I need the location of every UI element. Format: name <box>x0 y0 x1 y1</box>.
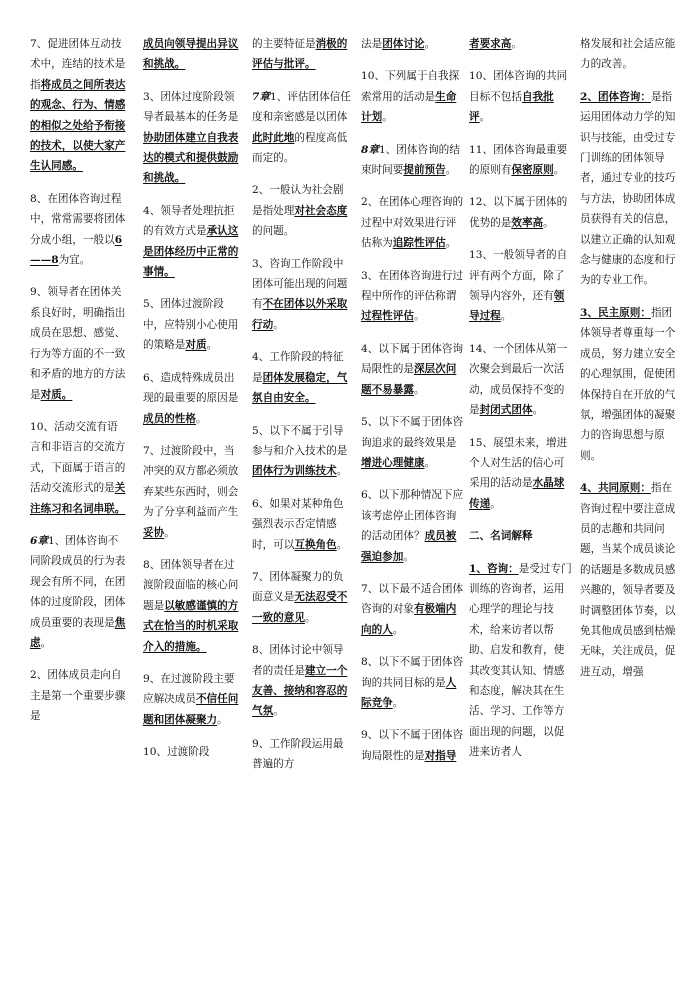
answer-text: 水晶球传递 <box>469 477 565 510</box>
question-paragraph <box>580 303 680 466</box>
question-paragraph <box>361 485 465 567</box>
question-text: 7、以下最不适合团体咨询的对象 <box>361 582 464 616</box>
question-paragraph <box>30 34 126 177</box>
question-text: 4、领导者处理抗拒的有效方式是 <box>143 204 235 238</box>
question-text-tail: 。 <box>532 404 544 417</box>
question-text-tail: 。 <box>273 318 284 331</box>
question-text: 10、活动交流有语言和非语言的交流方式，下面属于语言的活动交流形式的是 <box>30 420 126 495</box>
question-paragraph <box>469 339 573 421</box>
question-text-tail: 。 <box>424 38 436 50</box>
question-paragraph <box>143 87 241 189</box>
question-text: 11、团体咨询最重要的原则有 <box>469 143 568 177</box>
question-paragraph <box>30 665 126 726</box>
answer-text: 妥协 <box>143 526 165 539</box>
question-text-tail: 。 <box>304 611 316 624</box>
question-text: 5、以下不属于引导参与和介入技术的是 <box>252 424 348 457</box>
answer-text: 焦虑 <box>30 616 126 649</box>
answer-text: 保密原则 <box>511 164 554 177</box>
question-text-tail: 。 <box>382 111 393 124</box>
question-text: 是受过专门训练的咨询者，运用心理学的理论与技术，给来访者以帮助、启发和教育，使其改变其认知、情感和态度，解决其在生活、学习、工作等方面出现的问题，以促进来访者人 <box>469 562 572 759</box>
question-paragraph <box>361 192 465 253</box>
answer-text: 有极端内向的人 <box>361 603 457 636</box>
question-text-tail: 。 <box>273 705 284 718</box>
question-text: 13、一般领导者的自评有两个方面，除了领导内容外，还有 <box>469 249 568 303</box>
answer-text: 无法忍受不一致的意见 <box>252 591 348 624</box>
question-text-tail: 。 <box>392 696 404 709</box>
question-text: 2、在团体心理咨询的过程中对效果进行评估称为 <box>361 196 464 250</box>
question-text-tail: 。 <box>413 383 425 396</box>
question-text: 10、团体咨询的共同目标不包括 <box>469 70 568 103</box>
question-text-tail: 。 <box>40 636 52 649</box>
question-text-tail: 。 <box>336 538 348 551</box>
question-paragraph <box>469 559 573 763</box>
question-text-tail: 。 <box>445 164 457 177</box>
question-paragraph <box>361 140 465 181</box>
question-paragraph <box>143 441 241 543</box>
answer-text: 对质。 <box>40 388 73 401</box>
question-text: 3、在团体咨询进行过程中所作的评估称谓 <box>361 269 464 303</box>
question-paragraph <box>361 412 465 473</box>
question-paragraph <box>143 201 241 283</box>
question-text: 9、工作阶段运用最普遍的方 <box>252 737 344 771</box>
answer-text: 团体讨论 <box>382 38 425 50</box>
question-text: 5、以下不属于团体咨询追求的最终效果是 <box>361 416 464 449</box>
question-text: 法是 <box>361 38 383 50</box>
question-paragraph <box>143 555 241 657</box>
question-text-tail: 。 <box>500 310 512 323</box>
question-paragraph <box>252 494 352 555</box>
answer-text: 成员被强迫参加 <box>361 530 457 563</box>
answer-text: 生命计划 <box>361 90 457 124</box>
question-paragraph <box>469 245 573 327</box>
question-text-tail: 。 <box>511 38 522 50</box>
question-paragraph <box>469 192 573 233</box>
answer-text: 对社会态度 <box>294 204 348 217</box>
question-paragraph <box>252 734 352 775</box>
question-text: 10、过渡阶段 <box>143 746 210 759</box>
question-text-tail: 的程度高低而定的。 <box>252 131 348 165</box>
question-text: 1、团体咨询不同阶段成员的行为表现会有所不同，在团体的过度阶段，团体成员重要的表现是 <box>30 534 126 629</box>
question-text: 是指运用团体动力学的知识与技能，由受过专门训练的团体领导者，通过专业的技巧与方法，协助团体成员获得有关的信息，以建立正确的认知观念与健康的态度和行为的专业工作。 <box>580 90 676 287</box>
question-paragraph <box>361 339 465 400</box>
question-text-tail: 。 <box>413 310 425 323</box>
question-paragraph <box>469 526 573 546</box>
column-3 <box>252 34 352 984</box>
question-text: 10、下列属于自我探索常用的活动是 <box>361 70 460 103</box>
answer-text: 自我批评 <box>469 90 554 124</box>
question-paragraph <box>580 34 680 75</box>
question-text-tail: 。 <box>164 526 175 539</box>
answer-text: 建立一个友善、接纳和容忍的气氛 <box>252 664 348 718</box>
question-text: 1、评估团体信任度和亲密感是以团体 <box>252 90 351 124</box>
answer-text: 过程性评估 <box>361 310 414 323</box>
question-text-tail: 。 <box>392 623 404 636</box>
question-text-tail: 。 <box>543 216 554 229</box>
answer-text: 此时此地 <box>252 131 295 144</box>
answer-text: 对质 <box>185 339 207 352</box>
column-6 <box>580 34 680 984</box>
question-text-tail: 。 <box>336 465 348 478</box>
question-text: 7、过渡阶段中，当冲突的双方都必须放弃某些东西时，则会为了分享利益而产生 <box>143 444 239 519</box>
section-heading: 二、名词解释 <box>469 530 533 543</box>
question-paragraph <box>361 652 465 713</box>
question-paragraph <box>30 189 126 271</box>
question-text: 7、促进团体互动技术中，连结的技术是指 <box>30 38 126 91</box>
question-text: 9、以下不属于团体咨询局限性的是 <box>361 729 464 762</box>
question-paragraph <box>252 180 352 241</box>
term-label: 3、民主原则： <box>580 306 651 319</box>
answer-text: 团体发展稳定，气氛自由安全。 <box>252 371 348 405</box>
chapter-marker: 8章 <box>361 143 379 156</box>
question-paragraph <box>30 531 126 653</box>
answer-text: 协助团体建立自我表达的模式和提供鼓励和挑战。 <box>143 131 239 185</box>
question-paragraph <box>361 579 465 640</box>
question-text-tail: 。 <box>403 550 414 563</box>
answer-text: 者要求高 <box>469 38 512 50</box>
answer-text: 效率高 <box>511 216 544 229</box>
answer-text: 人际竞争 <box>361 676 457 709</box>
question-text: 3、团体过度阶段领导者最基本的任务是 <box>143 90 239 124</box>
answer-text: 关注练习和名词串联。 <box>30 482 126 515</box>
question-text: 2、团体成员走向自主是第一个重要步骤是 <box>30 669 126 723</box>
column-4 <box>361 34 465 984</box>
term-label: 1、咨询： <box>469 562 519 575</box>
question-text-tail: 。 <box>490 497 501 510</box>
question-text: 12、以下属于团体的优势的是 <box>469 196 568 229</box>
term-label: 2、团体咨询： <box>580 90 651 103</box>
question-paragraph <box>143 368 241 429</box>
question-paragraph <box>252 421 352 482</box>
answer-text: 提前预告 <box>403 164 446 177</box>
answer-text: 对指导 <box>424 749 457 762</box>
question-text: 8、以下不属于团体咨询的共同目标的是 <box>361 656 464 689</box>
column-2 <box>143 34 241 984</box>
answer-text: 成员的性格 <box>143 412 196 425</box>
question-text: 4、工作阶段的特征是 <box>252 351 344 384</box>
question-text: 7、团体凝聚力的负面意义是 <box>252 570 344 604</box>
question-paragraph <box>143 669 241 730</box>
question-text-tail: 为宜。 <box>58 254 91 267</box>
question-text-tail: 的问题。 <box>252 225 295 238</box>
answer-text: 消极的评估与批评。 <box>252 38 348 71</box>
question-paragraph <box>469 66 573 127</box>
question-paragraph <box>252 87 352 169</box>
question-paragraph <box>30 417 126 519</box>
question-text-tail: 。 <box>445 237 457 250</box>
question-paragraph <box>252 254 352 336</box>
question-text: 15、展望未来，增进个人对生活的信心可采用的活动是 <box>469 436 568 490</box>
question-text: 6、以下那种情况下应该考虑停止团体咨询的活动团体？ <box>361 489 464 543</box>
question-paragraph <box>143 34 241 75</box>
question-text: 指在咨询过程中要注意成员的志趣和共同问题，当某个成员谈论的话题是多数成员感兴趣的，领导者要及时调整团体节奏，以免其他成员感到枯燥无味，关注成员，促进互动，增强 <box>580 482 676 678</box>
answer-text: 不在团体以外采取行动 <box>252 298 348 331</box>
answer-text: 以敏感谨慎的方式在恰当的时机采取介入的措施。 <box>143 599 239 653</box>
question-text-tail: 。 <box>553 164 565 177</box>
question-text-tail: 。 <box>206 339 218 352</box>
column-1 <box>30 34 126 984</box>
column-5 <box>469 34 573 984</box>
question-paragraph <box>361 725 465 766</box>
question-paragraph <box>580 87 680 291</box>
question-paragraph <box>30 282 126 404</box>
question-paragraph <box>143 742 241 762</box>
question-text-tail: 。 <box>217 713 228 726</box>
question-text-tail: 。 <box>424 456 436 469</box>
answer-text: 深层次问题不易暴露 <box>361 363 457 396</box>
question-paragraph <box>361 66 465 127</box>
term-label: 4、共同原则： <box>580 482 651 495</box>
question-text: 指团体领导者尊重每一个成员，努力建立安全的心理氛围，促使团体保持自在开放的气氛，增强团体的凝聚力的咨询思想与原则。 <box>580 306 676 462</box>
question-text-tail: 。 <box>195 412 207 425</box>
question-text: 的主要特征是 <box>252 38 316 50</box>
question-text: 2、一般认为社会剧是指处理 <box>252 184 344 217</box>
question-text: 8、团体领导者在过渡阶段面临的核心问题是 <box>143 558 239 612</box>
question-text: 6、如果对某种角色强烈表示否定情感时，可以 <box>252 497 344 551</box>
question-text: 9、在过渡阶段主要应解决成员 <box>143 672 235 706</box>
question-text: 8、团体讨论中领导者的责任是 <box>252 644 344 677</box>
question-paragraph <box>469 34 573 54</box>
question-paragraph <box>252 347 352 408</box>
question-paragraph <box>252 34 352 75</box>
answer-text: 团体行为训练技术 <box>252 465 337 478</box>
question-paragraph <box>252 640 352 722</box>
question-paragraph <box>143 294 241 355</box>
question-text: 5、团体过渡阶段中，应特别小心使用的策略是 <box>143 298 239 352</box>
answer-text: 6——8 <box>30 233 123 267</box>
answer-text: 领导过程 <box>469 290 565 323</box>
question-text: 4、以下属于团体咨询局限性的是 <box>361 342 464 376</box>
question-paragraph <box>361 34 465 54</box>
chapter-marker: 7章 <box>252 90 270 103</box>
question-paragraph <box>580 478 680 682</box>
answer-text: 追踪性评估 <box>392 237 446 250</box>
answer-text: 不信任问题和团体凝聚力 <box>143 693 239 726</box>
question-paragraph <box>361 266 465 327</box>
question-text: 9、领导者在团体关系良好时，明确指出成员在思想、感觉、行为等方面的不一致和矛盾的地方的方法是 <box>30 286 126 401</box>
question-text: 3、咨询工作阶段中团体可能出现的问题有 <box>252 257 348 311</box>
answer-text: 成员向领导提出异议和挑战。 <box>143 38 239 71</box>
question-paragraph <box>252 567 352 628</box>
question-text: 8、在团体咨询过程中，常常需要将团体分成小组，一般以 <box>30 192 126 246</box>
question-text: 6、造成特殊成员出现的最重要的原因是 <box>143 371 239 405</box>
question-paragraph <box>469 140 573 181</box>
answer-text: 承认这是团体经历中正常的事情。 <box>143 225 239 279</box>
question-text-tail: 。 <box>479 111 491 124</box>
answer-text: 增进心理健康 <box>361 456 425 469</box>
question-text: 1、团体咨询的结束时间要 <box>361 143 460 177</box>
answer-text: 互换角色 <box>294 538 337 551</box>
chapter-marker: 6章 <box>30 534 48 547</box>
question-text: 14、一个团体从第一次聚会到最后一次活动，成员保持不变的是 <box>469 342 568 417</box>
question-paragraph <box>469 433 573 515</box>
answer-text: 将成员之间所表达的观念、行为、情感的相似之处给予衔接的技术，以使大家产生认同感。 <box>30 78 126 173</box>
answer-text: 封闭式团体 <box>479 404 533 417</box>
question-text: 格发展和社会适应能力的改善。 <box>580 38 676 71</box>
